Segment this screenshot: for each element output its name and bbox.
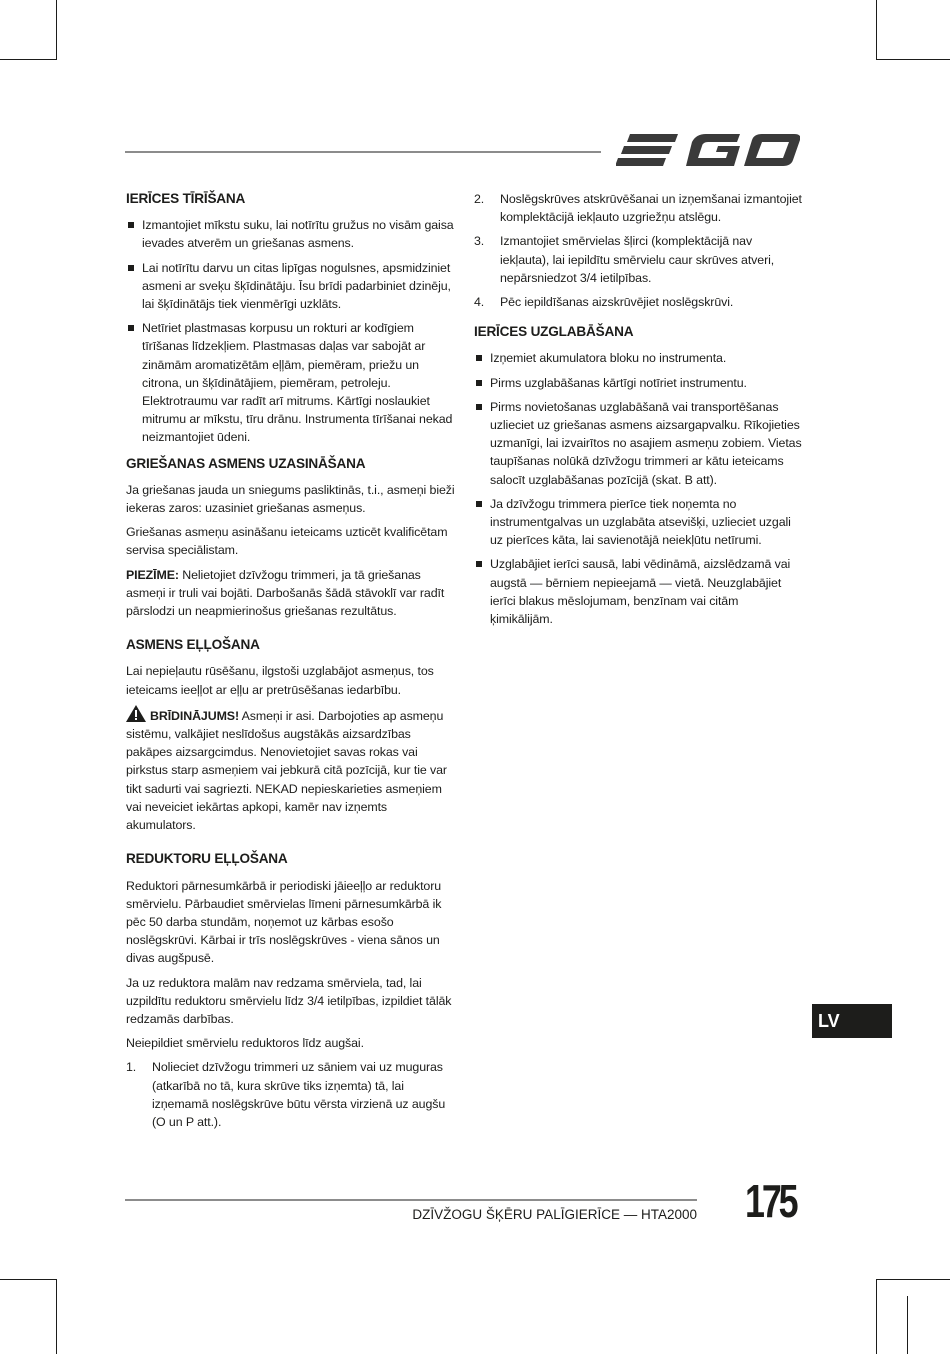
language-tab: LV xyxy=(812,1004,892,1038)
section-title: IERĪCES UZGLABĀŠANA xyxy=(474,324,634,340)
gearbox-steps-list xyxy=(126,1058,456,1131)
step-text: Izmantojiet smērvielas šļirci (komplektācijā nav iekļauta), lai iepildītu smērvielu caur skrūves atveri, nepārsniedzot 3/4 ietilpības. xyxy=(500,234,775,285)
sharpening-section xyxy=(126,455,456,621)
warning-label: BRĪDINĀJUMS! xyxy=(150,708,239,723)
crop-mark xyxy=(0,59,57,60)
crop-mark xyxy=(876,0,877,60)
paragraph: Ja uz reduktora malām nav redzama smērviela, tad, lai uzpildītu reduktoru smērvielu līdz 3/4 ietilpības, izpildiet tālāk redzamās darbības. xyxy=(126,975,452,1026)
gearbox-steps-continued xyxy=(474,190,804,311)
paragraph: Ja griešanas jauda un sniegums pasliktinās, t.i., asmeņi bieži iekeras zaros: uzasiniet griešanas asmeņus. xyxy=(126,482,455,516)
section-title: IERĪCES TĪRĪŠANA xyxy=(126,191,246,206)
crop-mark xyxy=(0,1279,57,1280)
cleaning-bullet-list xyxy=(126,216,456,446)
step-number: 1. xyxy=(126,1060,137,1075)
section-title: GRIEŠANAS ASMENS UZASINĀŠANA xyxy=(126,455,366,471)
step-number: 2. xyxy=(474,192,485,206)
cleaning-section xyxy=(126,190,456,447)
note-paragraph xyxy=(126,566,456,621)
step-text: Nolieciet dzīvžogu trimmeri uz sāniem vai uz muguras (atkarībā no tā, kura skrūve tiks izņemta) tā, lai izņemamā noslēgskrūve būtu vērsta virzienā uz augšu (O un P att.). xyxy=(152,1060,446,1129)
step-number: 4. xyxy=(474,295,485,310)
list-item xyxy=(474,190,804,226)
list-item: Ja dzīvžogu trimmera pierīce tiek noņemta no instrumentgalvas un uzglabāta atsevišķi, uzlieciet uzgali uz pierīces kāta, lai savienotājā neiekļūtu netīrumi. xyxy=(474,495,804,550)
list-item xyxy=(126,1058,456,1131)
list-item: Pirms novietošanas uzglabāšanā vai transportēšanas uzlieciet uz griešanas asmens aizsargapvalku. Rīkojieties uzmanīgi, lai izvairītos no asajiem asmeņu zobiem. Vietas taupīšanas nolūkā dzīvžogu trimmeri ar kātu ieteicams salocīt uzglabāšanas pozīcijā (skat. B att). xyxy=(474,398,804,489)
list-item: Izņemiet akumulatora bloku no instrumenta. xyxy=(474,349,804,367)
paragraph: Reduktori pārnesumkārbā ir periodiski jāieeļļo ar reduktoru smērvielu. Pārbaudiet smērvielas līmeni pārnesumkārbā ik pēc 50 darba stundām, noņemot uz kārbas esošo noslēgskrūvi. Kārbai ir trīs noslēgskrūves - viena sānos un divas augšpusē. xyxy=(126,878,442,966)
crop-mark xyxy=(56,1279,57,1354)
footer-rule xyxy=(125,1199,697,1201)
list-item xyxy=(474,293,804,311)
footer-title: DZĪVŽOGU ŠĶĒRU PALĪGIERĪCE — HTA2000 xyxy=(412,1207,697,1222)
crop-mark xyxy=(876,1279,950,1280)
list-item: Uzglabājiet ierīci sausā, labi vēdināmā, aizslēdzamā vai augstā — bērniem nepieejamā — vietā. Neuzglabājiet ierīci blakus mēslojumam, benzīnam vai citām ķimikālijām. xyxy=(474,555,804,628)
left-column xyxy=(126,190,456,1137)
crop-mark xyxy=(876,59,950,60)
right-column xyxy=(474,190,804,636)
storage-section xyxy=(474,323,804,628)
crop-mark xyxy=(907,1296,908,1354)
step-text: Pēc iepildīšanas aizskrūvējiet noslēgskrūvi. xyxy=(500,295,734,310)
list-item: Netīriet plastmasas korpusu un rokturi ar kodīgiem tīrīšanas līdzekļiem. Plastmasas daļas var sabojāt ar zināmām aromatizētām eļļām, piemēram, priežu un citrona, un šķīdinātājiem, piemēram, petroleju. Elektrotraumu var radīt arī mitrums. Kārtīgi noslaukiet mitrumu ar mīkstu, tīru drānu. Instrumenta tīrīšanai nekad neizmantojiet ūdeni. xyxy=(126,319,456,446)
step-text: Noslēgskrūves atskrūvēšanai un izņemšanai izmantojiet komplektācijā iekļauto uzgriežņu atslēgu. xyxy=(500,192,802,225)
note-label: PIEZĪME: xyxy=(126,567,179,582)
note-text: Nelietojiet dzīvžogu trimmeri, ja tā griešanas asmeņi ir truli vai bojāti. Darbošanās šādā stāvoklī var radīt pārslodzi un neapmierinošus griešanas rezultātus. xyxy=(126,567,445,619)
warning-text: Asmeņi ir asi. Darbojoties ap asmeņu sistēmu, valkājiet neslīdošus augstākās aizsardzības pakāpes aizsargcimdus. Nenovietojiet savas rokas vai pirkstus starp asmeņiem vai jebkurā citā pozīcijā, kur tie var tikt sadurti vai sagriezti. NEKAD nepieskarieties asmeņiem vai neveiciet iekārtas apkopi, kamēr nav izņemts akumulators. xyxy=(126,708,447,833)
crop-mark xyxy=(876,1279,877,1354)
oiling-section xyxy=(126,636,456,834)
storage-bullet-list xyxy=(474,349,804,628)
section-title: ASMENS EĻĻOŠANA xyxy=(126,637,260,653)
crop-mark xyxy=(56,0,57,60)
section-title: REDUKTORU EĻĻOŠANA xyxy=(126,851,288,867)
gearbox-section xyxy=(126,850,456,1131)
header-rule xyxy=(125,151,601,153)
list-item xyxy=(474,232,804,287)
list-item: Izmantojiet mīkstu suku, lai notīrītu gružus no visām gaisa ievades atverēm un griešanas asmens. xyxy=(126,216,456,252)
ego-logo xyxy=(616,128,800,172)
paragraph: Lai nepieļautu rūsēšanu, ilgstoši uzglabājot asmeņus, tos ieteicams ieeļļot ar eļļu ar pretrūsēšanas iedarbību. xyxy=(126,664,434,697)
paragraph: Neiepildiet smērvielu reduktoros līdz augšai. xyxy=(126,1036,364,1051)
paragraph: Griešanas asmeņu asināšanu ieteicams uzticēt kvalificētam servisa speciālistam. xyxy=(126,525,448,558)
list-item: Pirms uzglabāšanas kārtīgi notīriet instrumentu. xyxy=(474,374,804,392)
list-item: Lai notīrītu darvu un citas lipīgas nogulsnes, apsmidziniet asmeni ar sveķu šķīdinātāju. Īsu brīdi padarbiniet dzinēju, lai šķīdinātājs tiek vienmērīgi uzklāts. xyxy=(126,259,456,314)
warning-triangle-icon xyxy=(126,705,146,722)
page-number: 175 xyxy=(745,1175,796,1227)
step-number: 3. xyxy=(474,234,485,249)
warning-paragraph xyxy=(126,705,456,834)
